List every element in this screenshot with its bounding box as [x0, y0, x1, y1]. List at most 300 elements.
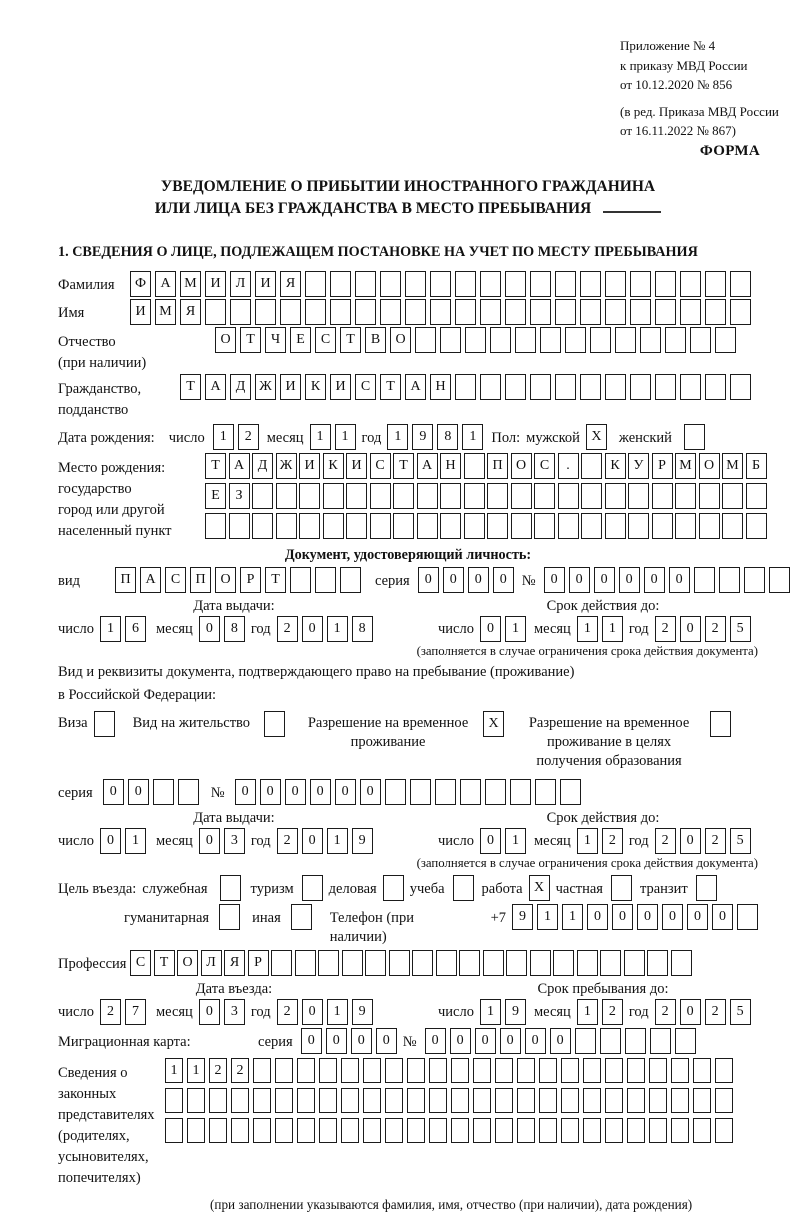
char-cell[interactable]	[473, 1058, 491, 1083]
char-cell[interactable]: 9	[352, 828, 373, 854]
char-cell[interactable]: 0	[680, 616, 701, 642]
char-cell[interactable]	[271, 950, 292, 976]
char-cell[interactable]: О	[177, 950, 198, 976]
char-cell[interactable]: 8	[352, 616, 373, 642]
char-cell[interactable]	[699, 483, 720, 509]
char-cell[interactable]	[299, 513, 320, 539]
char-cell[interactable]: Д	[252, 453, 273, 479]
char-cell[interactable]: 0	[260, 779, 281, 805]
char-cell[interactable]	[405, 299, 426, 325]
char-cell[interactable]	[506, 950, 527, 976]
char-cell[interactable]: 0	[285, 779, 306, 805]
char-cell[interactable]: С	[355, 374, 376, 400]
char-cell[interactable]	[539, 1058, 557, 1083]
char-cell[interactable]	[577, 950, 598, 976]
char-cell[interactable]	[627, 1058, 645, 1083]
char-cell[interactable]	[365, 950, 386, 976]
char-cell[interactable]: Т	[380, 374, 401, 400]
char-cell[interactable]: 0	[662, 904, 683, 930]
char-cell[interactable]: 0	[544, 567, 565, 593]
char-cell[interactable]: 0	[594, 567, 615, 593]
char-cell[interactable]: 7	[125, 999, 146, 1025]
char-cell[interactable]	[680, 374, 701, 400]
char-cell[interactable]: С	[315, 327, 336, 353]
char-cell[interactable]	[490, 327, 511, 353]
char-cell[interactable]	[561, 1118, 579, 1143]
char-cell[interactable]	[517, 1118, 535, 1143]
char-cell[interactable]	[558, 513, 579, 539]
char-cell[interactable]: Б	[746, 453, 767, 479]
char-cell[interactable]	[473, 1118, 491, 1143]
char-cell[interactable]	[540, 327, 561, 353]
char-cell[interactable]	[627, 1088, 645, 1113]
char-cell[interactable]	[530, 950, 551, 976]
char-cell[interactable]	[605, 1088, 623, 1113]
char-cell[interactable]: О	[699, 453, 720, 479]
char-cell[interactable]: 1	[100, 616, 121, 642]
char-cell[interactable]: М	[180, 271, 201, 297]
char-cell[interactable]	[558, 483, 579, 509]
char-cell[interactable]: 1	[165, 1058, 183, 1083]
char-cell[interactable]	[583, 1118, 601, 1143]
char-cell[interactable]: 1	[480, 999, 501, 1025]
char-cell[interactable]	[407, 1118, 425, 1143]
char-cell[interactable]	[219, 904, 240, 930]
char-cell[interactable]	[581, 453, 602, 479]
char-cell[interactable]	[429, 1088, 447, 1113]
char-cell[interactable]: 8	[224, 616, 245, 642]
char-cell[interactable]: 2	[231, 1058, 249, 1083]
char-cell[interactable]: 9	[505, 999, 526, 1025]
char-cell[interactable]	[515, 327, 536, 353]
char-cell[interactable]: Ч	[265, 327, 286, 353]
char-cell[interactable]	[580, 299, 601, 325]
char-cell[interactable]	[229, 513, 250, 539]
char-cell[interactable]: 0	[493, 567, 514, 593]
char-cell[interactable]	[719, 567, 740, 593]
char-cell[interactable]: Я	[224, 950, 245, 976]
char-cell[interactable]	[459, 950, 480, 976]
char-cell[interactable]	[305, 299, 326, 325]
char-cell[interactable]: 0	[310, 779, 331, 805]
char-cell[interactable]	[480, 374, 501, 400]
char-cell[interactable]	[315, 567, 336, 593]
char-cell[interactable]	[693, 1088, 711, 1113]
char-cell[interactable]: К	[305, 374, 326, 400]
char-cell[interactable]: 0	[475, 1028, 496, 1054]
char-cell[interactable]: 9	[412, 424, 433, 450]
char-cell[interactable]	[230, 299, 251, 325]
char-cell[interactable]: Т	[340, 327, 361, 353]
char-cell[interactable]	[297, 1088, 315, 1113]
char-cell[interactable]: 9	[352, 999, 373, 1025]
char-cell[interactable]	[517, 1058, 535, 1083]
char-cell[interactable]	[746, 483, 767, 509]
char-cell[interactable]	[473, 1088, 491, 1113]
char-cell[interactable]: 0	[669, 567, 690, 593]
char-cell[interactable]: Ф	[130, 271, 151, 297]
char-cell[interactable]: С	[165, 567, 186, 593]
char-cell[interactable]: 2	[602, 999, 623, 1025]
char-cell[interactable]	[671, 1088, 689, 1113]
char-cell[interactable]: 0	[100, 828, 121, 854]
char-cell[interactable]	[649, 1118, 667, 1143]
char-cell[interactable]: А	[405, 374, 426, 400]
char-cell[interactable]: 1	[327, 828, 348, 854]
char-cell[interactable]: Ж	[276, 453, 297, 479]
char-cell[interactable]	[581, 483, 602, 509]
char-cell[interactable]: 1	[505, 828, 526, 854]
char-cell[interactable]	[276, 483, 297, 509]
char-cell[interactable]	[464, 453, 485, 479]
char-cell[interactable]	[165, 1088, 183, 1113]
char-cell[interactable]: 0	[680, 999, 701, 1025]
char-cell[interactable]	[744, 567, 765, 593]
char-cell[interactable]: 0	[128, 779, 149, 805]
char-cell[interactable]	[405, 271, 426, 297]
char-cell[interactable]	[275, 1058, 293, 1083]
char-cell[interactable]	[715, 1058, 733, 1083]
char-cell[interactable]: 0	[712, 904, 733, 930]
char-cell[interactable]	[253, 1058, 271, 1083]
char-cell[interactable]	[539, 1118, 557, 1143]
char-cell[interactable]	[346, 483, 367, 509]
char-cell[interactable]: Р	[240, 567, 261, 593]
char-cell[interactable]: 1	[310, 424, 331, 450]
char-cell[interactable]: 0	[468, 567, 489, 593]
char-cell[interactable]: 2	[655, 828, 676, 854]
char-cell[interactable]: И	[346, 453, 367, 479]
char-cell[interactable]: 2	[277, 616, 298, 642]
char-cell[interactable]: 0	[687, 904, 708, 930]
char-cell[interactable]	[252, 483, 273, 509]
char-cell[interactable]	[555, 299, 576, 325]
char-cell[interactable]	[323, 513, 344, 539]
char-cell[interactable]	[605, 483, 626, 509]
char-cell[interactable]	[690, 327, 711, 353]
char-cell[interactable]	[340, 567, 361, 593]
char-cell[interactable]	[710, 711, 731, 737]
char-cell[interactable]: 0	[525, 1028, 546, 1054]
char-cell[interactable]	[510, 779, 531, 805]
char-cell[interactable]	[534, 483, 555, 509]
char-cell[interactable]	[611, 875, 632, 901]
char-cell[interactable]	[530, 374, 551, 400]
char-cell[interactable]	[517, 1088, 535, 1113]
char-cell[interactable]: 0	[376, 1028, 397, 1054]
char-cell[interactable]: X	[586, 424, 607, 450]
char-cell[interactable]	[209, 1088, 227, 1113]
char-cell[interactable]: 0	[235, 779, 256, 805]
char-cell[interactable]	[534, 513, 555, 539]
char-cell[interactable]: 1	[577, 616, 598, 642]
char-cell[interactable]: 9	[512, 904, 533, 930]
char-cell[interactable]	[675, 513, 696, 539]
char-cell[interactable]	[511, 513, 532, 539]
char-cell[interactable]	[555, 374, 576, 400]
char-cell[interactable]	[231, 1118, 249, 1143]
char-cell[interactable]	[495, 1058, 513, 1083]
char-cell[interactable]	[605, 271, 626, 297]
char-cell[interactable]: Я	[280, 271, 301, 297]
char-cell[interactable]	[655, 299, 676, 325]
char-cell[interactable]: 1	[387, 424, 408, 450]
char-cell[interactable]	[722, 513, 743, 539]
char-cell[interactable]	[330, 299, 351, 325]
char-cell[interactable]: X	[529, 875, 550, 901]
char-cell[interactable]: 1	[462, 424, 483, 450]
char-cell[interactable]: 0	[302, 999, 323, 1025]
char-cell[interactable]	[655, 271, 676, 297]
char-cell[interactable]	[715, 1088, 733, 1113]
char-cell[interactable]	[318, 950, 339, 976]
char-cell[interactable]	[705, 271, 726, 297]
char-cell[interactable]: 5	[730, 828, 751, 854]
char-cell[interactable]	[178, 779, 199, 805]
char-cell[interactable]	[628, 513, 649, 539]
char-cell[interactable]	[600, 1028, 621, 1054]
char-cell[interactable]	[363, 1088, 381, 1113]
char-cell[interactable]	[693, 1118, 711, 1143]
char-cell[interactable]	[407, 1058, 425, 1083]
char-cell[interactable]: 1	[327, 999, 348, 1025]
char-cell[interactable]: А	[229, 453, 250, 479]
char-cell[interactable]	[187, 1088, 205, 1113]
char-cell[interactable]: О	[215, 567, 236, 593]
char-cell[interactable]	[341, 1118, 359, 1143]
char-cell[interactable]: 2	[277, 999, 298, 1025]
char-cell[interactable]: 3	[224, 999, 245, 1025]
char-cell[interactable]: А	[417, 453, 438, 479]
char-cell[interactable]	[355, 299, 376, 325]
char-cell[interactable]	[464, 513, 485, 539]
char-cell[interactable]: Д	[230, 374, 251, 400]
char-cell[interactable]	[451, 1088, 469, 1113]
char-cell[interactable]	[675, 483, 696, 509]
char-cell[interactable]: С	[130, 950, 151, 976]
char-cell[interactable]	[305, 271, 326, 297]
char-cell[interactable]	[684, 424, 705, 450]
char-cell[interactable]	[696, 875, 717, 901]
char-cell[interactable]	[655, 374, 676, 400]
char-cell[interactable]	[495, 1088, 513, 1113]
char-cell[interactable]	[440, 513, 461, 539]
char-cell[interactable]	[276, 513, 297, 539]
char-cell[interactable]: П	[190, 567, 211, 593]
char-cell[interactable]	[555, 271, 576, 297]
char-cell[interactable]: 0	[569, 567, 590, 593]
char-cell[interactable]	[699, 513, 720, 539]
char-cell[interactable]	[600, 950, 621, 976]
char-cell[interactable]	[583, 1058, 601, 1083]
char-cell[interactable]	[530, 271, 551, 297]
char-cell[interactable]: 2	[238, 424, 259, 450]
char-cell[interactable]: 2	[277, 828, 298, 854]
char-cell[interactable]: Н	[430, 374, 451, 400]
char-cell[interactable]	[297, 1058, 315, 1083]
char-cell[interactable]: 1	[505, 616, 526, 642]
char-cell[interactable]	[575, 1028, 596, 1054]
char-cell[interactable]	[341, 1058, 359, 1083]
char-cell[interactable]	[565, 327, 586, 353]
char-cell[interactable]: П	[487, 453, 508, 479]
char-cell[interactable]	[647, 950, 668, 976]
char-cell[interactable]	[342, 950, 363, 976]
char-cell[interactable]	[530, 299, 551, 325]
char-cell[interactable]: О	[215, 327, 236, 353]
char-cell[interactable]	[460, 779, 481, 805]
char-cell[interactable]	[605, 374, 626, 400]
char-cell[interactable]	[430, 271, 451, 297]
char-cell[interactable]	[480, 299, 501, 325]
char-cell[interactable]	[264, 711, 285, 737]
char-cell[interactable]	[671, 1118, 689, 1143]
char-cell[interactable]	[705, 374, 726, 400]
char-cell[interactable]: 0	[500, 1028, 521, 1054]
char-cell[interactable]	[535, 779, 556, 805]
char-cell[interactable]: 2	[209, 1058, 227, 1083]
char-cell[interactable]	[464, 483, 485, 509]
char-cell[interactable]: 0	[326, 1028, 347, 1054]
char-cell[interactable]	[363, 1058, 381, 1083]
char-cell[interactable]: 0	[637, 904, 658, 930]
char-cell[interactable]	[605, 1058, 623, 1083]
char-cell[interactable]: 2	[602, 828, 623, 854]
char-cell[interactable]	[370, 513, 391, 539]
char-cell[interactable]	[561, 1088, 579, 1113]
char-cell[interactable]	[393, 513, 414, 539]
char-cell[interactable]	[675, 1028, 696, 1054]
char-cell[interactable]: И	[280, 374, 301, 400]
char-cell[interactable]: 0	[103, 779, 124, 805]
char-cell[interactable]	[435, 779, 456, 805]
char-cell[interactable]	[165, 1118, 183, 1143]
char-cell[interactable]: .	[558, 453, 579, 479]
char-cell[interactable]	[319, 1118, 337, 1143]
char-cell[interactable]	[417, 483, 438, 509]
char-cell[interactable]	[280, 299, 301, 325]
char-cell[interactable]: Л	[230, 271, 251, 297]
char-cell[interactable]	[615, 327, 636, 353]
char-cell[interactable]	[665, 327, 686, 353]
char-cell[interactable]	[580, 374, 601, 400]
char-cell[interactable]	[410, 779, 431, 805]
char-cell[interactable]	[480, 271, 501, 297]
char-cell[interactable]	[299, 483, 320, 509]
char-cell[interactable]	[561, 1058, 579, 1083]
char-cell[interactable]	[671, 950, 692, 976]
char-cell[interactable]	[730, 271, 751, 297]
char-cell[interactable]	[649, 1058, 667, 1083]
char-cell[interactable]: Т	[240, 327, 261, 353]
char-cell[interactable]	[451, 1058, 469, 1083]
char-cell[interactable]: 1	[537, 904, 558, 930]
char-cell[interactable]	[590, 327, 611, 353]
char-cell[interactable]: А	[140, 567, 161, 593]
char-cell[interactable]	[580, 271, 601, 297]
char-cell[interactable]	[275, 1118, 293, 1143]
char-cell[interactable]: Н	[440, 453, 461, 479]
char-cell[interactable]	[330, 271, 351, 297]
char-cell[interactable]	[553, 950, 574, 976]
char-cell[interactable]: И	[299, 453, 320, 479]
char-cell[interactable]	[253, 1088, 271, 1113]
char-cell[interactable]	[385, 1058, 403, 1083]
char-cell[interactable]	[650, 1028, 671, 1054]
char-cell[interactable]: 2	[705, 828, 726, 854]
char-cell[interactable]	[505, 299, 526, 325]
char-cell[interactable]	[455, 299, 476, 325]
char-cell[interactable]	[605, 1118, 623, 1143]
char-cell[interactable]: 1	[335, 424, 356, 450]
char-cell[interactable]: С	[370, 453, 391, 479]
char-cell[interactable]	[652, 483, 673, 509]
char-cell[interactable]: М	[722, 453, 743, 479]
char-cell[interactable]	[465, 327, 486, 353]
char-cell[interactable]: 0	[335, 779, 356, 805]
char-cell[interactable]	[694, 567, 715, 593]
char-cell[interactable]	[290, 567, 311, 593]
char-cell[interactable]: 0	[480, 616, 501, 642]
char-cell[interactable]: 0	[302, 828, 323, 854]
char-cell[interactable]: 0	[550, 1028, 571, 1054]
char-cell[interactable]	[628, 483, 649, 509]
char-cell[interactable]	[255, 299, 276, 325]
char-cell[interactable]	[429, 1118, 447, 1143]
char-cell[interactable]	[302, 875, 323, 901]
char-cell[interactable]: Р	[652, 453, 673, 479]
char-cell[interactable]: В	[365, 327, 386, 353]
char-cell[interactable]: У	[628, 453, 649, 479]
char-cell[interactable]: Т	[154, 950, 175, 976]
char-cell[interactable]: 2	[705, 999, 726, 1025]
char-cell[interactable]: Т	[393, 453, 414, 479]
char-cell[interactable]: 5	[730, 616, 751, 642]
char-cell[interactable]: 1	[602, 616, 623, 642]
char-cell[interactable]	[94, 711, 115, 737]
char-cell[interactable]	[455, 271, 476, 297]
char-cell[interactable]: 1	[562, 904, 583, 930]
char-cell[interactable]	[730, 374, 751, 400]
char-cell[interactable]	[415, 327, 436, 353]
char-cell[interactable]	[693, 1058, 711, 1083]
char-cell[interactable]	[253, 1118, 271, 1143]
char-cell[interactable]: Я	[180, 299, 201, 325]
char-cell[interactable]	[649, 1088, 667, 1113]
char-cell[interactable]	[715, 327, 736, 353]
char-cell[interactable]	[417, 513, 438, 539]
char-cell[interactable]	[640, 327, 661, 353]
char-cell[interactable]	[671, 1058, 689, 1083]
char-cell[interactable]: 0	[418, 567, 439, 593]
char-cell[interactable]	[363, 1118, 381, 1143]
char-cell[interactable]	[297, 1118, 315, 1143]
char-cell[interactable]	[680, 271, 701, 297]
char-cell[interactable]: 1	[327, 616, 348, 642]
char-cell[interactable]	[560, 779, 581, 805]
char-cell[interactable]: 0	[450, 1028, 471, 1054]
char-cell[interactable]: 0	[199, 999, 220, 1025]
char-cell[interactable]: С	[534, 453, 555, 479]
char-cell[interactable]	[385, 1088, 403, 1113]
char-cell[interactable]: И	[330, 374, 351, 400]
char-cell[interactable]	[485, 779, 506, 805]
char-cell[interactable]	[737, 904, 758, 930]
char-cell[interactable]: X	[483, 711, 504, 737]
char-cell[interactable]	[346, 513, 367, 539]
char-cell[interactable]	[495, 1118, 513, 1143]
char-cell[interactable]: Р	[248, 950, 269, 976]
